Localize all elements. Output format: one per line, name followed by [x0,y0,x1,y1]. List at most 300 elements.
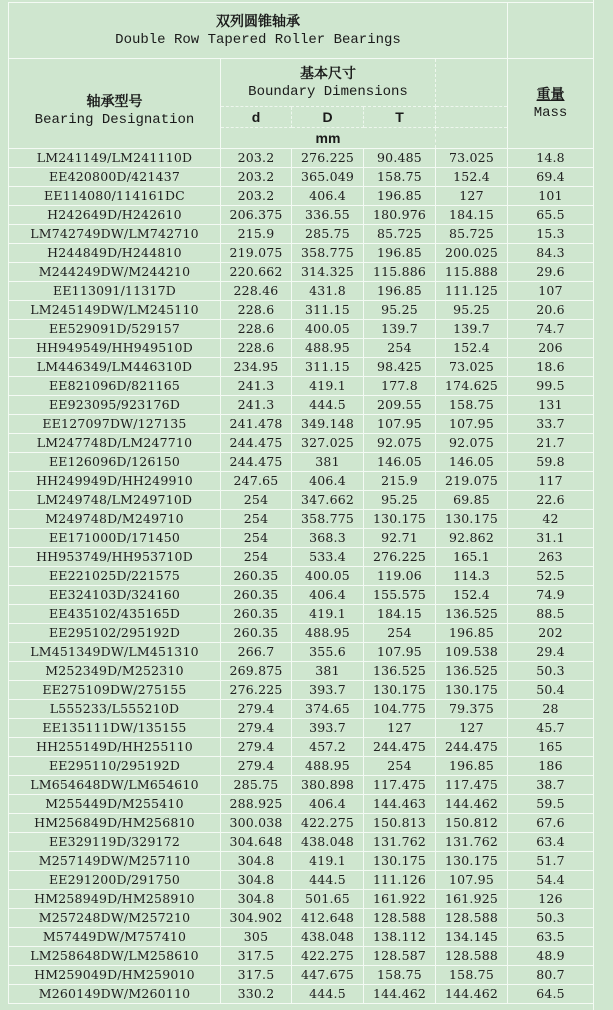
cell-T2: 196.85 [436,757,508,776]
cell-T: 128.587 [364,947,436,966]
cell-designation: HH255149D/HH255110 [9,738,221,757]
cell-mass: 29.6 [508,263,594,282]
table-row [9,529,594,548]
cell-d: 254 [221,548,292,567]
cell-T2: 117.475 [436,776,508,795]
cell-mass: 54.4 [508,871,594,890]
table-row [9,643,594,662]
table-row [9,491,594,510]
cell-T2: 128.588 [436,909,508,928]
cell-d: 228.6 [221,301,292,320]
cell-T: 130.175 [364,852,436,871]
title-blank-cell [508,3,594,59]
cell-d: 260.35 [221,624,292,643]
title-row [9,3,594,59]
cell-d: 244.475 [221,434,292,453]
cell-designation: M252349D/M252310 [9,662,221,681]
cell-T2: 127 [436,719,508,738]
cell-T: 150.813 [364,814,436,833]
cell-mass: 33.7 [508,415,594,434]
cell-designation: H244849D/H244810 [9,244,221,263]
cell-designation: EE221025D/221575 [9,567,221,586]
cell-designation: LM249748/LM249710D [9,491,221,510]
cell-d: 317.5 [221,947,292,966]
cell-D: 358.775 [292,510,364,529]
cell-T: 92.075 [364,434,436,453]
cell-d: 203.2 [221,187,292,206]
cell-mass: 51.7 [508,852,594,871]
cell-T: 254 [364,339,436,358]
cell-T2: 136.525 [436,662,508,681]
cell-d: 254 [221,491,292,510]
cell-d: 304.8 [221,852,292,871]
cell-designation: EE324103D/324160 [9,586,221,605]
cell-D: 431.8 [292,282,364,301]
cell-mass: 186 [508,757,594,776]
cell-T2: 134.145 [436,928,508,947]
cell-mass: 126 [508,890,594,909]
table-row [9,548,594,567]
cell-T: 130.175 [364,681,436,700]
cell-T2: 73.025 [436,149,508,168]
cell-T2: 200.025 [436,244,508,263]
cell-d: 300.038 [221,814,292,833]
cell-T: 244.475 [364,738,436,757]
cell-T2: 146.05 [436,453,508,472]
cell-d: 203.2 [221,149,292,168]
cell-T: 196.85 [364,244,436,263]
cell-D: 355.6 [292,643,364,662]
cell-D: 422.275 [292,947,364,966]
cell-T: 127 [364,719,436,738]
cell-d: 254 [221,529,292,548]
cell-T2: 95.25 [436,301,508,320]
cell-D: 285.75 [292,225,364,244]
table-row [9,909,594,928]
cell-mass: 15.3 [508,225,594,244]
cell-T: 155.575 [364,586,436,605]
cell-mass: 117 [508,472,594,491]
table-row [9,472,594,491]
cell-mass: 74.9 [508,586,594,605]
cell-designation: EE113091/11317D [9,282,221,301]
cell-mass: 202 [508,624,594,643]
cell-d: 203.2 [221,168,292,187]
cell-T: 138.112 [364,928,436,947]
mass-header [508,59,594,149]
cell-D: 276.225 [292,149,364,168]
cell-d: 269.875 [221,662,292,681]
table-row [9,947,594,966]
cell-T2: 111.125 [436,282,508,301]
cell-D: 381 [292,453,364,472]
cell-designation: EE923095/923176D [9,396,221,415]
cell-T: 130.175 [364,510,436,529]
cell-mass: 165 [508,738,594,757]
table-row [9,244,594,263]
cell-mass: 42 [508,510,594,529]
dimensions-header [221,59,436,107]
dimensions-header-cn: 基本尺寸 [300,65,356,82]
cell-T2: 174.625 [436,377,508,396]
table-row [9,985,594,1004]
table-title-cn: 双列圆锥轴承 [216,13,300,30]
cell-designation: EE127097DW/127135 [9,415,221,434]
cell-designation: LM247748D/LM247710 [9,434,221,453]
cell-D: 311.15 [292,358,364,377]
cell-mass: 29.4 [508,643,594,662]
cell-D: 380.898 [292,776,364,795]
cell-D: 311.15 [292,301,364,320]
cell-T2: 130.175 [436,681,508,700]
table-row [9,453,594,472]
header-row-1 [9,59,594,107]
mass-header-cn: 重量 [536,86,565,103]
cell-d: 279.4 [221,738,292,757]
cell-designation: LM245149DW/LM245110 [9,301,221,320]
cell-T: 196.85 [364,282,436,301]
cell-mass: 63.5 [508,928,594,947]
cell-mass: 80.7 [508,966,594,985]
cell-T: 158.75 [364,168,436,187]
table-row [9,510,594,529]
cell-T2: 152.4 [436,586,508,605]
table-row [9,890,594,909]
cell-T: 95.25 [364,301,436,320]
cell-T: 98.425 [364,358,436,377]
cell-T2: 184.15 [436,206,508,225]
cell-D: 406.4 [292,586,364,605]
table-row [9,225,594,244]
cell-T2: 115.888 [436,263,508,282]
cell-T2: 144.462 [436,985,508,1004]
cell-d: 285.75 [221,776,292,795]
col-header-T: T [364,107,436,128]
cell-mass: 48.9 [508,947,594,966]
cell-D: 381 [292,662,364,681]
cell-D: 374.65 [292,700,364,719]
cell-mass: 107 [508,282,594,301]
table-row [9,586,594,605]
designation-header-en: Bearing Designation [34,111,195,128]
table-row [9,168,594,187]
cell-d: 241.3 [221,377,292,396]
table-row [9,624,594,643]
cell-designation: LM654648DW/LM654610 [9,776,221,795]
cell-T2: 136.525 [436,605,508,624]
cell-designation: EE435102/435165D [9,605,221,624]
cell-T2: 150.812 [436,814,508,833]
cell-T2: 92.862 [436,529,508,548]
cell-T2: 69.85 [436,491,508,510]
cell-T2: 114.3 [436,567,508,586]
cell-designation: EE291200D/291750 [9,871,221,890]
cell-mass: 64.5 [508,985,594,1004]
cell-designation: EE275109DW/275155 [9,681,221,700]
cell-T: 119.06 [364,567,436,586]
cell-D: 368.3 [292,529,364,548]
cell-D: 400.05 [292,567,364,586]
cell-T: 85.725 [364,225,436,244]
cell-T2: 165.1 [436,548,508,567]
cell-d: 279.4 [221,719,292,738]
mass-header-en: Mass [533,104,568,121]
cell-designation: HH249949D/HH249910 [9,472,221,491]
dimensions-blank-cell [436,59,508,107]
cell-mass: 59.8 [508,453,594,472]
cell-mass: 50.3 [508,909,594,928]
cell-T: 139.7 [364,320,436,339]
cell-D: 501.65 [292,890,364,909]
cell-T: 117.475 [364,776,436,795]
cell-T: 209.55 [364,396,436,415]
cell-T: 131.762 [364,833,436,852]
cell-D: 358.775 [292,244,364,263]
cell-D: 349.148 [292,415,364,434]
cell-mass: 99.5 [508,377,594,396]
cell-d: 305 [221,928,292,947]
cell-D: 406.4 [292,795,364,814]
cell-d: 241.478 [221,415,292,434]
cell-D: 393.7 [292,681,364,700]
cell-d: 220.662 [221,263,292,282]
cell-designation: M249748D/M249710 [9,510,221,529]
cell-T: 111.126 [364,871,436,890]
cell-D: 314.325 [292,263,364,282]
cell-D: 347.662 [292,491,364,510]
cell-T2: 107.95 [436,871,508,890]
table-row [9,149,594,168]
cell-T: 90.485 [364,149,436,168]
table-row [9,833,594,852]
table-row [9,871,594,890]
cell-D: 406.4 [292,187,364,206]
cell-D: 444.5 [292,985,364,1004]
cell-D: 533.4 [292,548,364,567]
cell-T2: 131.762 [436,833,508,852]
cell-T: 128.588 [364,909,436,928]
unit-blank-cell [436,128,508,149]
cell-D: 488.95 [292,339,364,358]
cell-d: 304.648 [221,833,292,852]
cell-T: 115.886 [364,263,436,282]
cell-d: 260.35 [221,605,292,624]
cell-D: 457.2 [292,738,364,757]
table-row [9,966,594,985]
cell-mass: 14.8 [508,149,594,168]
cell-D: 327.025 [292,434,364,453]
cell-T2: 92.075 [436,434,508,453]
table-row [9,434,594,453]
cell-T2: 196.85 [436,624,508,643]
table-row [9,358,594,377]
dimensions-header-en: Boundary Dimensions [248,83,408,100]
cell-T2: 161.925 [436,890,508,909]
cell-designation: EE420800D/421437 [9,168,221,187]
cell-d: 304.902 [221,909,292,928]
cell-d: 206.375 [221,206,292,225]
cell-D: 365.049 [292,168,364,187]
cell-d: 234.95 [221,358,292,377]
cell-mass: 22.6 [508,491,594,510]
bearing-table [8,2,594,1004]
table-row [9,187,594,206]
cell-T2: 152.4 [436,168,508,187]
cell-T2: 152.4 [436,339,508,358]
table-row [9,738,594,757]
cell-designation: LM241149/LM241110D [9,149,221,168]
cell-D: 488.95 [292,757,364,776]
cell-d: 215.9 [221,225,292,244]
cell-mass: 59.5 [508,795,594,814]
cell-mass: 67.6 [508,814,594,833]
cell-mass: 69.4 [508,168,594,187]
cell-T: 180.976 [364,206,436,225]
cell-designation: EE135111DW/135155 [9,719,221,738]
cell-d: 260.35 [221,567,292,586]
table-row [9,206,594,225]
cell-d: 228.6 [221,339,292,358]
cell-designation: HM256849D/HM256810 [9,814,221,833]
cell-T: 95.25 [364,491,436,510]
cell-mass: 38.7 [508,776,594,795]
table-row [9,301,594,320]
table-row [9,396,594,415]
table-row [9,928,594,947]
cell-T2: 244.475 [436,738,508,757]
cell-T2: 109.538 [436,643,508,662]
table-row [9,320,594,339]
cell-mass: 263 [508,548,594,567]
cell-mass: 18.6 [508,358,594,377]
cell-designation: HH949549/HH949510D [9,339,221,358]
cell-T2: 85.725 [436,225,508,244]
unit-label: mm [221,128,436,149]
cell-T2: 79.375 [436,700,508,719]
cell-T: 161.922 [364,890,436,909]
cell-T: 254 [364,624,436,643]
table-row [9,700,594,719]
cell-D: 400.05 [292,320,364,339]
cell-designation: HM259049D/HM259010 [9,966,221,985]
designation-header [9,59,221,149]
cell-designation: L555233/L555210D [9,700,221,719]
cell-designation: EE329119D/329172 [9,833,221,852]
right-margin-strip [593,0,613,1010]
cell-d: 260.35 [221,586,292,605]
cell-D: 444.5 [292,396,364,415]
cell-T: 146.05 [364,453,436,472]
cell-d: 219.075 [221,244,292,263]
cell-T: 92.71 [364,529,436,548]
table-row [9,263,594,282]
cell-d: 279.4 [221,757,292,776]
cell-T2: 219.075 [436,472,508,491]
cell-d: 241.3 [221,396,292,415]
cell-designation: LM742749DW/LM742710 [9,225,221,244]
cell-T2: 158.75 [436,966,508,985]
table-row [9,757,594,776]
cell-mass: 52.5 [508,567,594,586]
table-row [9,719,594,738]
table-row [9,681,594,700]
cell-T2: 130.175 [436,852,508,871]
cell-d: 228.46 [221,282,292,301]
cell-mass: 45.7 [508,719,594,738]
cell-D: 447.675 [292,966,364,985]
designation-header-cn: 轴承型号 [86,93,143,110]
table-row [9,377,594,396]
cell-designation: LM446349/LM446310D [9,358,221,377]
cell-T2: 139.7 [436,320,508,339]
cell-D: 438.048 [292,928,364,947]
cell-designation: M257248DW/M257210 [9,909,221,928]
cell-D: 419.1 [292,377,364,396]
cell-D: 444.5 [292,871,364,890]
cell-designation: EE171000D/171450 [9,529,221,548]
cell-designation: LM451349DW/LM451310 [9,643,221,662]
cell-T: 104.775 [364,700,436,719]
cell-mass: 88.5 [508,605,594,624]
cell-T: 215.9 [364,472,436,491]
cell-mass: 84.3 [508,244,594,263]
table-row [9,795,594,814]
cell-d: 304.8 [221,890,292,909]
cell-T: 158.75 [364,966,436,985]
cell-mass: 206 [508,339,594,358]
cell-designation: EE295102/295192D [9,624,221,643]
cell-T2: 107.95 [436,415,508,434]
cell-mass: 74.7 [508,320,594,339]
cell-designation: EE821096D/821165 [9,377,221,396]
cell-d: 330.2 [221,985,292,1004]
cell-D: 393.7 [292,719,364,738]
cell-T: 177.8 [364,377,436,396]
cell-T: 254 [364,757,436,776]
cell-T: 144.462 [364,985,436,1004]
cell-mass: 63.4 [508,833,594,852]
cell-T: 184.15 [364,605,436,624]
table-row [9,814,594,833]
cell-T2: 144.462 [436,795,508,814]
cell-mass: 50.3 [508,662,594,681]
cell-designation: LM258648DW/LM258610 [9,947,221,966]
cell-designation: M57449DW/M757410 [9,928,221,947]
cell-T2: 158.75 [436,396,508,415]
cell-mass: 50.4 [508,681,594,700]
col-header-blank [436,107,508,128]
cell-designation: EE529091D/529157 [9,320,221,339]
cell-designation: HM258949D/HM258910 [9,890,221,909]
table-row [9,282,594,301]
cell-mass: 101 [508,187,594,206]
cell-D: 412.648 [292,909,364,928]
cell-T: 276.225 [364,548,436,567]
cell-designation: EE126096D/126150 [9,453,221,472]
cell-D: 406.4 [292,472,364,491]
cell-d: 228.6 [221,320,292,339]
cell-T: 107.95 [364,643,436,662]
cell-d: 276.225 [221,681,292,700]
table-title-en: Double Row Tapered Roller Bearings [115,31,401,48]
cell-mass: 31.1 [508,529,594,548]
cell-d: 304.8 [221,871,292,890]
cell-designation: HH953749/HH953710D [9,548,221,567]
cell-T2: 130.175 [436,510,508,529]
cell-T: 144.463 [364,795,436,814]
cell-D: 336.55 [292,206,364,225]
cell-D: 422.275 [292,814,364,833]
